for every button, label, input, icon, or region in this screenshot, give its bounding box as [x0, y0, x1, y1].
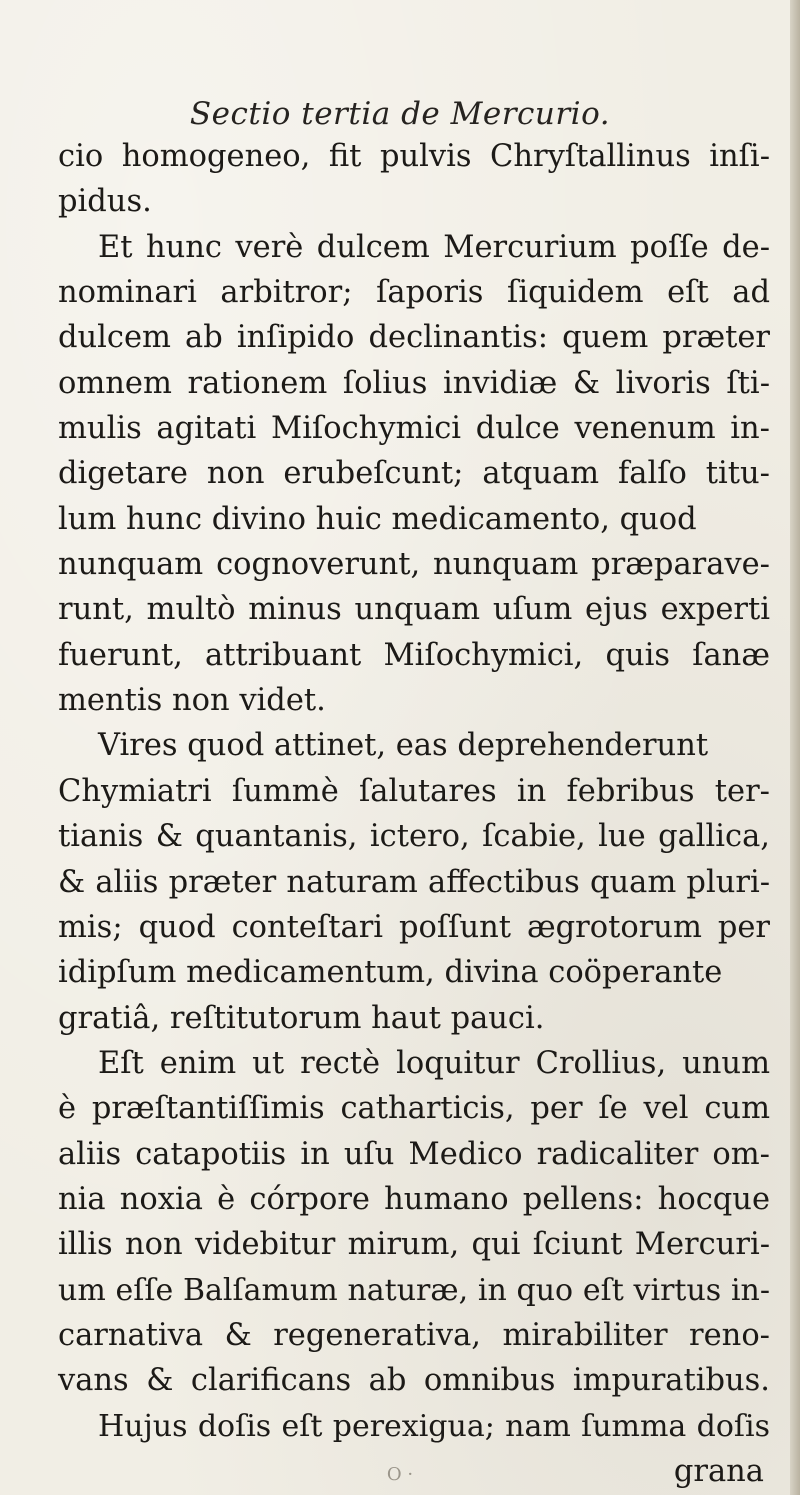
text-line: carnativa & regenerativa, mirabiliter reno-: [58, 1317, 770, 1353]
text-line: cio homogeneo, fit pulvis Chryſtallinus inſi-: [58, 139, 770, 174]
text-line: mulis agitati Miſochymici dulce venenum in-: [58, 411, 770, 447]
text-line: omnem rationem ſolius invidiæ & livoris ſti-: [58, 365, 770, 401]
text-line: aliis catapotiis in uſu Medico radicaliter om-: [58, 1136, 770, 1172]
text-line: idipſum medicamentum, divina coöperante: [58, 955, 723, 991]
text-line: Et hunc verè dulcem Mercurium poſſe de-: [98, 229, 770, 265]
text-line: nominari arbitror; ſaporis ſiquidem eſt ad: [58, 275, 770, 311]
text-line: nia noxia è córpore humano pellens: hocque: [58, 1181, 770, 1217]
text-line: è præſtantiſſimis catharticis, per ſe vel cum: [58, 1091, 770, 1127]
text-line: mis; quod conteſtari poſſunt ægrotorum per: [58, 909, 770, 945]
signature-mark: O ·: [386, 1464, 414, 1485]
text-line: lum hunc divino huic medicamento, quod: [58, 501, 697, 537]
text-line: Chymiatri ſummè ſalutares in febribus ter-: [58, 773, 770, 809]
text-line: pidus.: [58, 184, 152, 220]
main-text-block: [58, 134, 770, 1494]
text-line: fuerunt, attribuant Miſochymici, quis ſanæ: [58, 637, 770, 673]
text-line: gratiâ, reſtitutorum haut pauci.: [58, 1000, 545, 1036]
text-line: & aliis præter naturam affectibus quam pluri-: [58, 864, 770, 900]
catchword: grana: [673, 1453, 764, 1489]
text-line: tianis & quantanis, ictero, ſcabie, lue gallica,: [58, 819, 770, 855]
page-edge: [790, 0, 800, 1495]
running-head: Sectio tertia de Mercurio.: [189, 96, 611, 132]
text-line: digetare non erubeſcunt; atquam falſo titu-: [58, 456, 770, 492]
text-line: Vires quod attinet, eas deprehenderunt: [98, 728, 709, 764]
text-line: mentis non videt.: [58, 683, 326, 719]
text-line: runt, multò minus unquam uſum ejus experti: [58, 592, 770, 628]
text-line: Hujus doſis eſt perexigua; nam ſumma doſis: [98, 1408, 770, 1444]
text-line: illis non videbitur mirum, qui ſciunt Mercuri-: [58, 1227, 770, 1263]
text-line: Eſt enim ut rectè loquitur Crollius, unum: [98, 1045, 770, 1081]
text-line: dulcem ab inſipido declinantis: quem præter: [58, 320, 770, 356]
text-line: nunquam cognoverunt, nunquam præparave-: [58, 547, 770, 583]
text-line: vans & clarificans ab omnibus impuratibus.: [58, 1363, 770, 1399]
text-line: um eſſe Balſamum naturæ, in quo eſt virtus in-: [58, 1272, 770, 1308]
